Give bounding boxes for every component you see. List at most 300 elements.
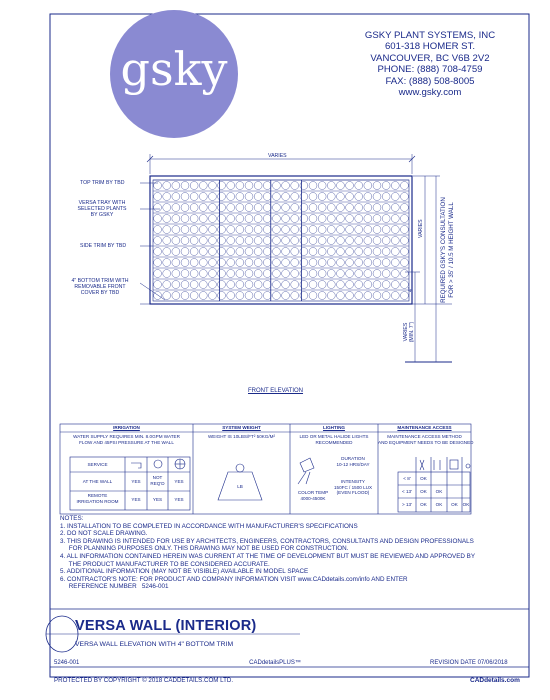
plant-cell: [254, 270, 262, 278]
plant-cell: [336, 281, 344, 289]
plant-cell: [346, 259, 354, 267]
plant-cell: [254, 226, 262, 234]
plant-cell: [172, 270, 180, 278]
plant-cell: [227, 237, 235, 245]
plant-cell: [208, 193, 216, 201]
plant-cell: [245, 204, 253, 212]
plant-cell: [254, 215, 262, 223]
plant-cell: [282, 248, 290, 256]
irrigation-cell-r1c2-a: NOT: [152, 475, 163, 480]
plant-cell: [154, 193, 162, 201]
plant-cell: [327, 248, 335, 256]
plant-cell: [181, 215, 189, 223]
plant-cell: [190, 204, 198, 212]
plant-cell: [400, 248, 408, 256]
plant-cell: [373, 237, 381, 245]
plant-cell: [336, 215, 344, 223]
plant-cell: [391, 193, 399, 201]
plant-cell: [364, 193, 372, 201]
plant-cell: [272, 270, 280, 278]
min-clearance-line-2: (MIN. 7"): [409, 321, 416, 343]
plant-cell: [400, 259, 408, 267]
plant-cell: [346, 193, 354, 201]
plant-cell: [400, 226, 408, 234]
plant-cell: [154, 215, 162, 223]
company-fax: FAX: (888) 508-8005: [385, 75, 475, 87]
plant-cell: [400, 182, 408, 190]
plant-cell: [227, 204, 235, 212]
plant-cell: [199, 182, 207, 190]
company-name: GSKY PLANT SYSTEMS, INC: [364, 30, 496, 41]
plant-cell: [355, 270, 363, 278]
plant-cell: [373, 270, 381, 278]
lighting-line-1: LED OR METAL HALIDE LIGHTS: [299, 434, 369, 439]
plant-cell: [400, 270, 408, 278]
lighting-line-2: RECOMMENDED: [315, 439, 353, 445]
plant-cell: [218, 226, 226, 234]
plant-cell: [181, 270, 189, 278]
plant-cell: [364, 182, 372, 190]
system-weight-text: WEIGHT IS 10LBS/FT² 50KG/M²: [207, 434, 276, 439]
plant-cell: [300, 182, 308, 190]
plant-cell: [227, 226, 235, 234]
plant-cell: [190, 215, 198, 223]
irrigation-service-label: SERVICE: [87, 462, 108, 467]
plant-cell: [327, 259, 335, 267]
irrigation-remote-line-1: REMOTE: [87, 493, 108, 498]
plant-cell: [245, 281, 253, 289]
plant-cell: [282, 281, 290, 289]
plant-cell: [272, 193, 280, 201]
plant-cell: [208, 259, 216, 267]
plant-cell: [327, 270, 335, 278]
plant-cell: [245, 292, 253, 300]
plant-cell: [154, 259, 162, 267]
plant-cell: [181, 281, 189, 289]
plant-cell: [373, 215, 381, 223]
plant-cell: [154, 270, 162, 278]
note-2: 2. DO NOT SCALE DRAWING.: [60, 530, 148, 538]
plant-cell: [291, 259, 299, 267]
plant-cell: [382, 226, 390, 234]
plant-cell: [218, 237, 226, 245]
plant-cell: [199, 259, 207, 267]
label-bottom-line-1: 4" BOTTOM TRIM WITH: [71, 278, 129, 284]
plant-cell: [227, 248, 235, 256]
plant-cell: [190, 193, 198, 201]
plant-cell: [382, 182, 390, 190]
irrigation-remote-line-2: IRRIGATION ROOM: [76, 498, 119, 504]
plant-cell: [391, 204, 399, 212]
plant-cell: [227, 259, 235, 267]
plant-cell: [236, 182, 244, 190]
irrigation-cell-r1c2-b: REQ'D: [150, 480, 165, 486]
plant-cell: [245, 237, 253, 245]
plant-cell: [346, 182, 354, 190]
plant-cell: [163, 292, 171, 300]
plant-cell: [163, 281, 171, 289]
plant-cell: [218, 270, 226, 278]
plant-cell: [181, 182, 189, 190]
plant-cell: [190, 182, 198, 190]
plant-cell: [263, 270, 271, 278]
plant-cell: [163, 226, 171, 234]
plant-cell: [364, 204, 372, 212]
plant-cell: [300, 292, 308, 300]
cad-details-plus: CADdetailsPLUS™: [249, 660, 301, 666]
plant-cell: [318, 204, 326, 212]
plant-cell: [309, 215, 317, 223]
plant-cell: [291, 270, 299, 278]
plant-cell: [163, 248, 171, 256]
plant-cell: [382, 270, 390, 278]
company-address-block: [340, 30, 520, 98]
plant-cell: [355, 248, 363, 256]
maint-row-3-c: OK: [451, 502, 458, 507]
consultation-note-line-1: REQUIRED GSKY'S CONSULTATION: [440, 197, 447, 303]
plant-cell: [208, 237, 216, 245]
notes-heading: NOTES:: [60, 515, 84, 522]
plant-cell: [172, 259, 180, 267]
plant-cell: [282, 259, 290, 267]
maint-row-1-a: OK: [420, 476, 427, 481]
plant-cell: [172, 248, 180, 256]
plant-cell: [364, 248, 372, 256]
plant-cell: [154, 226, 162, 234]
plant-cell: [364, 215, 372, 223]
maint-row-1-height: < 8': [403, 476, 411, 481]
label-bottom-line-2: REMOVABLE FRONT: [74, 284, 126, 291]
plant-cell: [318, 292, 326, 300]
plant-cell: [382, 204, 390, 212]
plant-cell: [245, 215, 253, 223]
plant-cell: [272, 259, 280, 267]
plant-cell: [382, 281, 390, 289]
plant-cell: [208, 281, 216, 289]
plant-cell: [336, 226, 344, 234]
plant-cell: [227, 182, 235, 190]
maint-row-2-b: OK: [435, 489, 443, 494]
plant-cell: [318, 226, 326, 234]
plant-cell: [199, 270, 207, 278]
min-clearance-label: [403, 312, 415, 352]
plant-cell: [355, 226, 363, 234]
plant-cell: [318, 215, 326, 223]
irrigation-remote-label: [70, 493, 125, 504]
plant-cell: [336, 259, 344, 267]
company-address-1: 601-318 HOMER ST.: [384, 41, 476, 53]
plant-cell: [154, 292, 162, 300]
plant-cell: [291, 292, 299, 300]
plant-cell: [172, 226, 180, 234]
plant-cell: [346, 215, 354, 223]
plant-cell: [318, 193, 326, 201]
plant-cell: [199, 215, 207, 223]
plant-cell: [263, 281, 271, 289]
duration-value: 10-12 HRS/DAY: [336, 461, 370, 467]
plant-cell: [382, 292, 390, 300]
plant-cell: [355, 237, 363, 245]
plant-cell: [391, 215, 399, 223]
plant-cell: [208, 270, 216, 278]
note-5: 5. ADDITIONAL INFORMATION (MAY NOT BE VISIBLE) AVAILABLE IN MODEL SPACE: [60, 568, 309, 576]
plant-cell: [236, 292, 244, 300]
plant-cell: [172, 237, 180, 245]
plant-cell: [254, 204, 262, 212]
irrigation-cell-r1c2: [147, 475, 168, 486]
plant-cell: [272, 204, 280, 212]
plant-cell: [318, 259, 326, 267]
lighting-intensity: [330, 479, 376, 496]
plant-cell: [400, 237, 408, 245]
intensity-value-2: (EVEN FLOOD): [336, 490, 370, 496]
plant-cell: [199, 226, 207, 234]
maint-row-3-d: OK: [462, 502, 470, 507]
plant-cell: [391, 259, 399, 267]
note-1: 1. INSTALLATION TO BE COMPLETED IN ACCORDANCE WITH MANUFACTURER'S SPECIFICATIONS: [60, 522, 358, 530]
color-temp-label: COLOR TEMP: [297, 490, 329, 495]
plant-cell: [291, 237, 299, 245]
plant-cell: [309, 182, 317, 190]
plant-cell: [373, 193, 381, 201]
plant-cell: [163, 237, 171, 245]
label-top-trim: TOP TRIM BY TBD: [80, 180, 125, 186]
plant-cell: [154, 281, 162, 289]
plant-cell: [300, 193, 308, 201]
plant-cell: [364, 292, 372, 300]
plant-cell: [218, 182, 226, 190]
plant-cell: [291, 182, 299, 190]
plant-cell: [181, 204, 189, 212]
irrigation-cell-r1c3: YES: [174, 479, 184, 484]
plant-cell: [300, 281, 308, 289]
plant-cell: [172, 281, 180, 289]
plant-cell: [391, 226, 399, 234]
lighting-duration: [330, 456, 376, 467]
plant-cell: [227, 292, 235, 300]
plant-cell: [400, 292, 408, 300]
plant-cell: [327, 292, 335, 300]
plant-cell: [282, 226, 290, 234]
plant-cell: [391, 281, 399, 289]
plant-cell: [190, 292, 198, 300]
right-four-inch-label: 4": [408, 287, 414, 292]
plant-cell: [254, 193, 262, 201]
plant-cell: [373, 226, 381, 234]
plant-cell: [346, 270, 354, 278]
note-4a: 4. ALL INFORMATION CONTAINED HEREIN WAS CURRENT AT THE TIME OF DEVELOPMENT BUT MUST BE REVIEWED AND APPROVED BY: [60, 552, 476, 560]
plant-cell: [391, 292, 399, 300]
plant-cell: [181, 248, 189, 256]
plant-cell: [190, 270, 198, 278]
plant-cell: [199, 237, 207, 245]
plant-cell: [181, 259, 189, 267]
plant-cell: [373, 248, 381, 256]
company-address-2: VANCOUVER, BC V6B 2V2: [370, 52, 490, 64]
plant-cell: [291, 215, 299, 223]
plant-cell: [327, 281, 335, 289]
plant-cell: [245, 182, 253, 190]
label-side-trim: SIDE TRIM BY TBD: [80, 243, 127, 249]
plant-cell: [336, 292, 344, 300]
plant-cell: [208, 248, 216, 256]
plant-cell: [346, 226, 354, 234]
plant-cell: [190, 237, 198, 245]
maintenance-line-2: AND EQUIPMENT NEEDS TO BE DESIGNED: [378, 439, 474, 445]
plant-cell: [373, 259, 381, 267]
plant-cell: [309, 270, 317, 278]
plant-cell: [346, 237, 354, 245]
plant-cell: [263, 248, 271, 256]
plant-cell: [382, 237, 390, 245]
plant-cell: [181, 237, 189, 245]
plant-cell: [199, 292, 207, 300]
plant-cell: [309, 193, 317, 201]
copyright-text: PROTECTED BY COPYRIGHT © 2018 CADDETAILS.COM LTD.: [54, 677, 234, 684]
plant-cell: [154, 248, 162, 256]
plant-cell: [282, 270, 290, 278]
plant-cell: [373, 204, 381, 212]
plant-cell: [300, 259, 308, 267]
plant-cell: [391, 182, 399, 190]
irrigation-text: [60, 434, 193, 445]
right-varies-label: VARIES: [418, 219, 424, 238]
plant-cell: [346, 204, 354, 212]
plant-cell: [373, 182, 381, 190]
plant-cell: [199, 193, 207, 201]
plant-cell: [236, 281, 244, 289]
plant-cell: [309, 204, 317, 212]
plant-cell: [346, 281, 354, 289]
plant-cell: [282, 292, 290, 300]
gsky-logo: [110, 10, 238, 138]
plant-cell: [400, 204, 408, 212]
plant-cell: [382, 215, 390, 223]
note-3a: 3. THIS DRAWING IS INTENDED FOR USE BY ARCHITECTS, ENGINEERS, CONTRACTORS, CONSULTANTS AND DESIGN PROFESSIONALS: [60, 537, 474, 545]
plant-cell: [208, 204, 216, 212]
irrigation-cell-r1c1: YES: [131, 479, 141, 484]
plant-cell: [364, 281, 372, 289]
maint-row-3-b: OK: [435, 502, 443, 507]
plant-cell: [291, 226, 299, 234]
company-website: www.gsky.com: [398, 87, 462, 99]
plant-cell: [355, 193, 363, 201]
plant-cell: [163, 259, 171, 267]
plant-cell: [282, 237, 290, 245]
top-dimension-label: VARIES: [268, 153, 287, 159]
label-bottom-trim: [58, 278, 142, 297]
plant-cell: [163, 270, 171, 278]
lighting-color-temp: [293, 490, 333, 501]
plant-cell: [364, 270, 372, 278]
plant-cell: [181, 292, 189, 300]
company-phone: PHONE: (888) 708-4759: [377, 64, 483, 76]
plant-cell: [318, 182, 326, 190]
plant-cell: [327, 193, 335, 201]
irrigation-line-2: FLOW AND 45PSI PRESSURE AT THE WALL: [79, 439, 174, 445]
irrigation-cell-r2c3: YES: [174, 497, 184, 502]
plant-cell: [327, 226, 335, 234]
plant-cell: [336, 237, 344, 245]
plant-cell: [208, 182, 216, 190]
plant-cell: [309, 248, 317, 256]
reference-number: 5246-001: [54, 660, 80, 666]
plant-cell: [318, 237, 326, 245]
plant-cell: [263, 292, 271, 300]
plant-cell: [236, 226, 244, 234]
plant-cell: [254, 248, 262, 256]
plant-cell: [318, 281, 326, 289]
plant-cell: [199, 204, 207, 212]
logo-text: gsky: [120, 42, 228, 96]
plant-cell: [318, 248, 326, 256]
plant-cell: [272, 237, 280, 245]
plant-cell: [300, 248, 308, 256]
plant-cell: [236, 259, 244, 267]
plant-cell: [218, 292, 226, 300]
plant-cell: [181, 226, 189, 234]
plant-cell: [227, 270, 235, 278]
irrigation-cell-r2c1: YES: [131, 497, 141, 502]
intensity-value: 150FC / 1500 LUX: [333, 484, 373, 490]
plant-cell: [300, 204, 308, 212]
irrigation-line-1: WATER SUPPLY REQUIRES MIN. 8.0GPM WATER: [73, 434, 180, 439]
plant-cell: [218, 248, 226, 256]
plant-cell: [327, 237, 335, 245]
plant-cell: [272, 215, 280, 223]
caddetails-link[interactable]: CADdetails.com: [470, 677, 520, 684]
plant-cell: [400, 215, 408, 223]
note-6b: REFERENCE NUMBER 5246-001: [60, 583, 169, 591]
plant-cell: [391, 237, 399, 245]
plant-cell: [236, 204, 244, 212]
plant-cell: [236, 270, 244, 278]
maint-row-3-height: > 13': [402, 502, 412, 507]
plant-cell: [346, 248, 354, 256]
color-temp-value: 4000-4500K: [300, 495, 326, 501]
plant-cell: [309, 292, 317, 300]
plant-cell: [364, 226, 372, 234]
plant-cell: [300, 237, 308, 245]
plant-cell: [236, 215, 244, 223]
plant-cell: [327, 215, 335, 223]
note-3b: FOR PLANNING PURPOSES ONLY. THIS DRAWING MAY NOT BE USED FOR CONSTRUCTION.: [60, 545, 349, 553]
drawing-title: VERSA WALL (INTERIOR): [75, 618, 257, 634]
plant-cell: [272, 248, 280, 256]
plant-cell: [154, 182, 162, 190]
plant-cell: [227, 281, 235, 289]
plant-cell: [336, 193, 344, 201]
consultation-note: [440, 160, 456, 340]
plant-cell: [364, 259, 372, 267]
maint-row-3-a: OK: [420, 502, 427, 507]
plant-cell: [172, 182, 180, 190]
plant-cell: [364, 237, 372, 245]
plant-cell: [382, 193, 390, 201]
plant-cell: [172, 215, 180, 223]
plant-cell: [373, 292, 381, 300]
plant-cell: [355, 182, 363, 190]
plant-cell: [172, 204, 180, 212]
plant-cell: [208, 226, 216, 234]
plant-cell: [382, 259, 390, 267]
plant-cell: [199, 281, 207, 289]
plant-cell: [199, 248, 207, 256]
plant-cell: [309, 237, 317, 245]
plant-cell: [309, 259, 317, 267]
plant-cell: [190, 226, 198, 234]
plant-cell: [236, 248, 244, 256]
